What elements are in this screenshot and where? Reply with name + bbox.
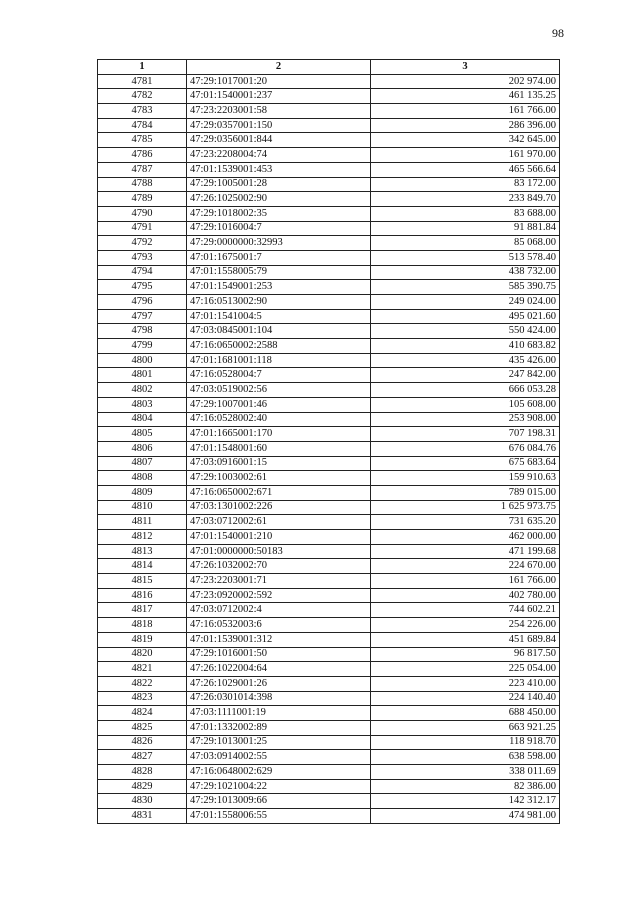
cadastral-value-cell: 85 068.00	[371, 236, 560, 251]
table-row	[98, 206, 560, 221]
cadastral-number-cell: 47:03:0914002:55	[187, 750, 371, 765]
row-number-cell: 4820	[98, 647, 187, 662]
row-number-cell: 4828	[98, 765, 187, 780]
cadastral-value-cell: 338 011.69	[371, 765, 560, 780]
row-number-cell: 4816	[98, 588, 187, 603]
cadastral-number-cell: 47:29:1013009:66	[187, 794, 371, 809]
table-row	[98, 133, 560, 148]
row-number-cell: 4824	[98, 706, 187, 721]
cadastral-value-cell: 253 908.00	[371, 412, 560, 427]
cadastral-value-cell: 707 198.31	[371, 427, 560, 442]
cadastral-number-cell: 47:26:1025002:90	[187, 192, 371, 207]
table-row	[98, 89, 560, 104]
cadastral-value-cell: 202 974.00	[371, 74, 560, 89]
column-header-cadastral-number: 2	[187, 60, 371, 75]
row-number-cell: 4804	[98, 412, 187, 427]
cadastral-number-cell: 47:03:0519002:56	[187, 383, 371, 398]
column-header-value: 3	[371, 60, 560, 75]
cadastral-value-cell: 161 766.00	[371, 104, 560, 119]
table-row	[98, 236, 560, 251]
cadastral-number-cell: 47:16:0648002:629	[187, 765, 371, 780]
table-row	[98, 588, 560, 603]
table-row	[98, 603, 560, 618]
row-number-cell: 4786	[98, 148, 187, 163]
cadastral-value-cell: 585 390.75	[371, 280, 560, 295]
cadastral-number-cell: 47:29:0000000:32993	[187, 236, 371, 251]
table-row	[98, 118, 560, 133]
cadastral-number-cell: 47:29:1005001:28	[187, 177, 371, 192]
table-row	[98, 280, 560, 295]
cadastral-number-cell: 47:01:0000000:50183	[187, 544, 371, 559]
cadastral-value-cell: 224 140.40	[371, 691, 560, 706]
cadastral-number-cell: 47:01:1548001:60	[187, 441, 371, 456]
cadastral-number-cell: 47:26:1032002:70	[187, 559, 371, 574]
table-row	[98, 250, 560, 265]
table-row	[98, 221, 560, 236]
cadastral-number-cell: 47:23:2203001:71	[187, 574, 371, 589]
row-number-cell: 4825	[98, 720, 187, 735]
cadastral-number-cell: 47:23:2203001:58	[187, 104, 371, 119]
row-number-cell: 4790	[98, 206, 187, 221]
cadastral-value-cell: 224 670.00	[371, 559, 560, 574]
table-row	[98, 500, 560, 515]
cadastral-value-cell: 410 683.82	[371, 339, 560, 354]
table-row	[98, 148, 560, 163]
row-number-cell: 4821	[98, 662, 187, 677]
cadastral-number-cell: 47:01:1558006:55	[187, 809, 371, 824]
cadastral-number-cell: 47:26:0301014:398	[187, 691, 371, 706]
table-row	[98, 412, 560, 427]
cadastral-number-cell: 47:16:0528002:40	[187, 412, 371, 427]
row-number-cell: 4792	[98, 236, 187, 251]
row-number-cell: 4818	[98, 618, 187, 633]
row-number-cell: 4799	[98, 339, 187, 354]
cadastral-value-cell: 731 635.20	[371, 515, 560, 530]
cadastral-value-cell: 225 054.00	[371, 662, 560, 677]
cadastral-value-cell: 435 426.00	[371, 353, 560, 368]
cadastral-value-cell: 233 849.70	[371, 192, 560, 207]
row-number-cell: 4783	[98, 104, 187, 119]
cadastral-number-cell: 47:16:0532003:6	[187, 618, 371, 633]
cadastral-value-cell: 474 981.00	[371, 809, 560, 824]
cadastral-value-cell: 223 410.00	[371, 676, 560, 691]
row-number-cell: 4784	[98, 118, 187, 133]
row-number-cell: 4819	[98, 632, 187, 647]
table-row	[98, 574, 560, 589]
table-row	[98, 265, 560, 280]
row-number-cell: 4803	[98, 397, 187, 412]
cadastral-number-cell: 47:01:1665001:170	[187, 427, 371, 442]
table-row	[98, 544, 560, 559]
cadastral-value-cell: 254 226.00	[371, 618, 560, 633]
cadastral-value-cell: 638 598.00	[371, 750, 560, 765]
cadastral-value-cell: 249 024.00	[371, 295, 560, 310]
cadastral-value-cell: 550 424.00	[371, 324, 560, 339]
cadastral-value-cell: 96 817.50	[371, 647, 560, 662]
row-number-cell: 4826	[98, 735, 187, 750]
cadastral-value-cell: 495 021.60	[371, 309, 560, 324]
table-row	[98, 779, 560, 794]
cadastral-number-cell: 47:29:1013001:25	[187, 735, 371, 750]
cadastral-number-cell: 47:16:0528004:7	[187, 368, 371, 383]
cadastral-value-cell: 247 842.00	[371, 368, 560, 383]
row-number-cell: 4809	[98, 485, 187, 500]
cadastral-number-cell: 47:23:2208004:74	[187, 148, 371, 163]
table-row	[98, 471, 560, 486]
table-row	[98, 720, 560, 735]
cadastral-number-cell: 47:01:1540001:237	[187, 89, 371, 104]
row-number-cell: 4813	[98, 544, 187, 559]
cadastral-value-cell: 83 172.00	[371, 177, 560, 192]
cadastral-value-table	[97, 59, 560, 824]
cadastral-value-cell: 105 608.00	[371, 397, 560, 412]
row-number-cell: 4802	[98, 383, 187, 398]
table-row	[98, 794, 560, 809]
cadastral-number-cell: 47:29:1007001:46	[187, 397, 371, 412]
cadastral-number-cell: 47:01:1675001:7	[187, 250, 371, 265]
table-row	[98, 662, 560, 677]
cadastral-value-cell: 83 688.00	[371, 206, 560, 221]
row-number-cell: 4829	[98, 779, 187, 794]
table-row	[98, 647, 560, 662]
cadastral-value-cell: 402 780.00	[371, 588, 560, 603]
row-number-cell: 4805	[98, 427, 187, 442]
cadastral-value-cell: 462 000.00	[371, 530, 560, 545]
cadastral-number-cell: 47:29:1018002:35	[187, 206, 371, 221]
row-number-cell: 4789	[98, 192, 187, 207]
row-number-cell: 4791	[98, 221, 187, 236]
cadastral-number-cell: 47:01:1539001:453	[187, 162, 371, 177]
table-row	[98, 530, 560, 545]
cadastral-value-cell: 159 910.63	[371, 471, 560, 486]
table-row	[98, 809, 560, 824]
cadastral-value-cell: 471 199.68	[371, 544, 560, 559]
cadastral-value-cell: 675 683.64	[371, 456, 560, 471]
table-row	[98, 177, 560, 192]
cadastral-number-cell: 47:23:0920002:592	[187, 588, 371, 603]
table-row	[98, 309, 560, 324]
cadastral-number-cell: 47:29:1016001:50	[187, 647, 371, 662]
cadastral-value-cell: 451 689.84	[371, 632, 560, 647]
table-row	[98, 383, 560, 398]
table-row	[98, 104, 560, 119]
cadastral-number-cell: 47:26:1029001:26	[187, 676, 371, 691]
cadastral-number-cell: 47:29:0357001:150	[187, 118, 371, 133]
table-row	[98, 559, 560, 574]
cadastral-value-cell: 688 450.00	[371, 706, 560, 721]
cadastral-value-cell: 161 766.00	[371, 574, 560, 589]
cadastral-number-cell: 47:16:0650002:671	[187, 485, 371, 500]
row-number-cell: 4796	[98, 295, 187, 310]
cadastral-number-cell: 47:29:1021004:22	[187, 779, 371, 794]
row-number-cell: 4793	[98, 250, 187, 265]
cadastral-number-cell: 47:01:1558005:79	[187, 265, 371, 280]
table-row	[98, 765, 560, 780]
row-number-cell: 4810	[98, 500, 187, 515]
table-body	[98, 74, 560, 823]
cadastral-value-cell: 663 921.25	[371, 720, 560, 735]
cadastral-number-cell: 47:29:1016004:7	[187, 221, 371, 236]
table-row	[98, 485, 560, 500]
cadastral-number-cell: 47:01:1540001:210	[187, 530, 371, 545]
cadastral-number-cell: 47:01:1539001:312	[187, 632, 371, 647]
cadastral-number-cell: 47:03:0845001:104	[187, 324, 371, 339]
cadastral-number-cell: 47:29:0356001:844	[187, 133, 371, 148]
row-number-cell: 4794	[98, 265, 187, 280]
row-number-cell: 4817	[98, 603, 187, 618]
row-number-cell: 4781	[98, 74, 187, 89]
row-number-cell: 4830	[98, 794, 187, 809]
table-row	[98, 192, 560, 207]
cadastral-value-cell: 465 566.64	[371, 162, 560, 177]
row-number-cell: 4806	[98, 441, 187, 456]
row-number-cell: 4788	[98, 177, 187, 192]
row-number-cell: 4795	[98, 280, 187, 295]
row-number-cell: 4801	[98, 368, 187, 383]
row-number-cell: 4823	[98, 691, 187, 706]
cadastral-number-cell: 47:16:0650002:2588	[187, 339, 371, 354]
row-number-cell: 4822	[98, 676, 187, 691]
cadastral-number-cell: 47:26:1022004:64	[187, 662, 371, 677]
table-row	[98, 339, 560, 354]
cadastral-value-cell: 513 578.40	[371, 250, 560, 265]
cadastral-number-cell: 47:03:0712002:61	[187, 515, 371, 530]
row-number-cell: 4827	[98, 750, 187, 765]
table-row	[98, 74, 560, 89]
table-row	[98, 353, 560, 368]
table-row	[98, 632, 560, 647]
cadastral-value-cell: 676 084.76	[371, 441, 560, 456]
table-row	[98, 750, 560, 765]
table-row	[98, 162, 560, 177]
cadastral-number-cell: 47:16:0513002:90	[187, 295, 371, 310]
cadastral-value-cell: 342 645.00	[371, 133, 560, 148]
table-row	[98, 691, 560, 706]
cadastral-number-cell: 47:03:1111001:19	[187, 706, 371, 721]
table-row	[98, 706, 560, 721]
table-row	[98, 735, 560, 750]
table-row	[98, 324, 560, 339]
cadastral-number-cell: 47:03:1301002:226	[187, 500, 371, 515]
table-row	[98, 368, 560, 383]
row-number-cell: 4785	[98, 133, 187, 148]
cadastral-value-cell: 118 918.70	[371, 735, 560, 750]
cadastral-number-cell: 47:01:1541004:5	[187, 309, 371, 324]
table-header-row	[98, 60, 560, 75]
cadastral-value-cell: 438 732.00	[371, 265, 560, 280]
row-number-cell: 4831	[98, 809, 187, 824]
table-row	[98, 427, 560, 442]
cadastral-value-cell: 1 625 973.75	[371, 500, 560, 515]
table-row	[98, 618, 560, 633]
cadastral-number-cell: 47:03:0712002:4	[187, 603, 371, 618]
cadastral-value-cell: 666 053.28	[371, 383, 560, 398]
cadastral-number-cell: 47:29:1003002:61	[187, 471, 371, 486]
page-number: 98	[552, 26, 564, 40]
column-header-number: 1	[98, 60, 187, 75]
cadastral-number-cell: 47:01:1332002:89	[187, 720, 371, 735]
cadastral-number-cell: 47:01:1681001:118	[187, 353, 371, 368]
row-number-cell: 4800	[98, 353, 187, 368]
cadastral-value-cell: 286 396.00	[371, 118, 560, 133]
cadastral-number-cell: 47:29:1017001:20	[187, 74, 371, 89]
cadastral-value-cell: 461 135.25	[371, 89, 560, 104]
row-number-cell: 4815	[98, 574, 187, 589]
table-row	[98, 456, 560, 471]
table-row	[98, 397, 560, 412]
row-number-cell: 4798	[98, 324, 187, 339]
table-row	[98, 676, 560, 691]
row-number-cell: 4787	[98, 162, 187, 177]
cadastral-number-cell: 47:01:1549001:253	[187, 280, 371, 295]
row-number-cell: 4797	[98, 309, 187, 324]
table-row	[98, 515, 560, 530]
row-number-cell: 4811	[98, 515, 187, 530]
cadastral-number-cell: 47:03:0916001:15	[187, 456, 371, 471]
cadastral-value-cell: 744 602.21	[371, 603, 560, 618]
cadastral-value-cell: 789 015.00	[371, 485, 560, 500]
row-number-cell: 4814	[98, 559, 187, 574]
row-number-cell: 4807	[98, 456, 187, 471]
row-number-cell: 4782	[98, 89, 187, 104]
cadastral-value-cell: 82 386.00	[371, 779, 560, 794]
cadastral-value-cell: 142 312.17	[371, 794, 560, 809]
table-row	[98, 441, 560, 456]
cadastral-value-cell: 91 881.84	[371, 221, 560, 236]
cadastral-value-cell: 161 970.00	[371, 148, 560, 163]
row-number-cell: 4812	[98, 530, 187, 545]
table-row	[98, 295, 560, 310]
row-number-cell: 4808	[98, 471, 187, 486]
